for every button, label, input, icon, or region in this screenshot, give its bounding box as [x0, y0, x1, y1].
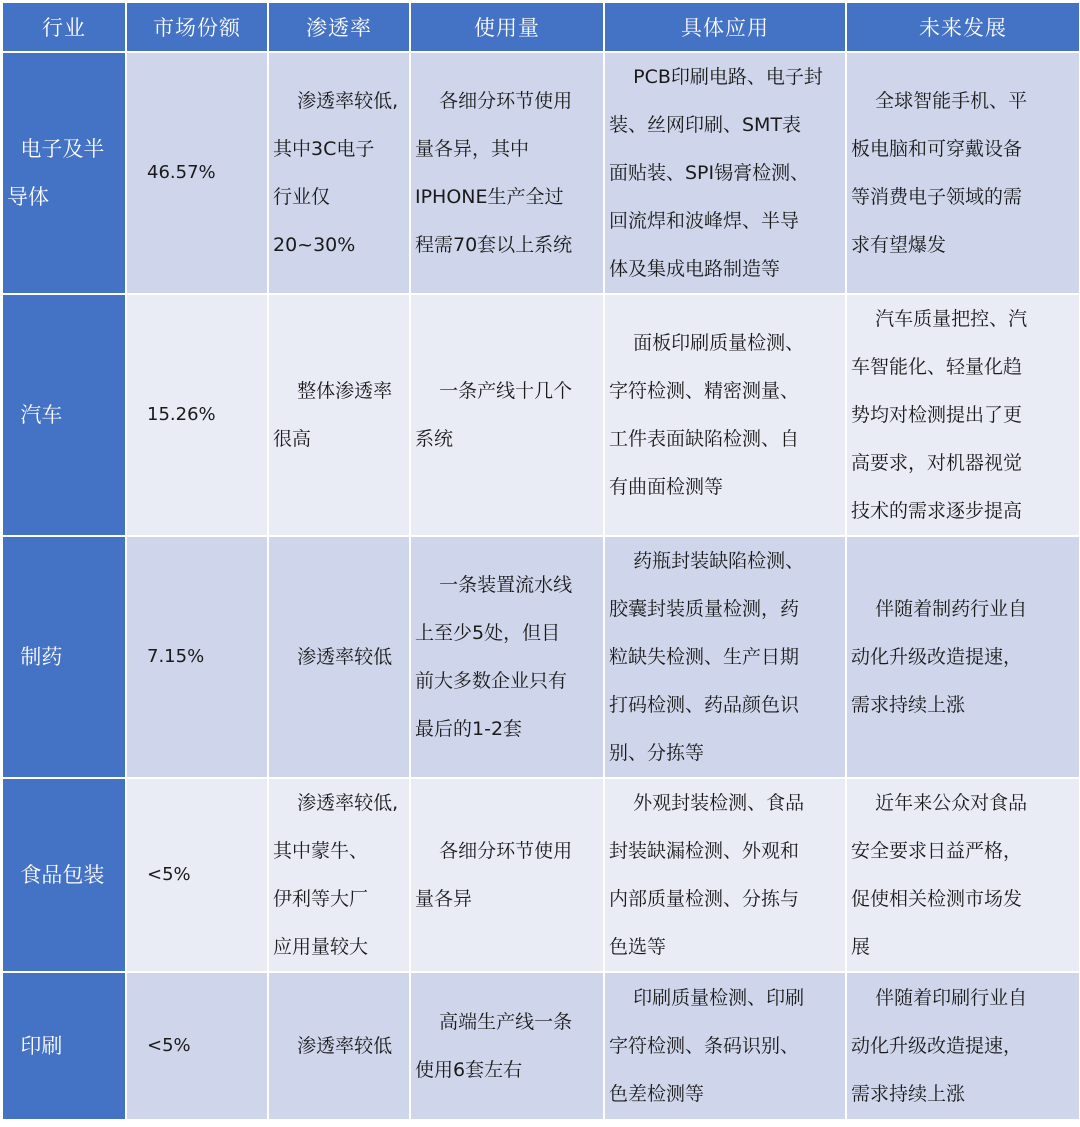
future-cell: 伴随着印刷行业自 动化升级改造提速， 需求持续上涨: [847, 973, 1079, 1119]
future-cell: 伴随着制药行业自 动化升级改造提速， 需求持续上涨: [847, 537, 1079, 777]
header-industry: 行业: [3, 3, 125, 51]
header-future: 未来发展: [847, 3, 1079, 51]
header-penetration: 渗透率: [269, 3, 409, 51]
header-market-share: 市场份额: [127, 3, 267, 51]
penetration-cell: 渗透率较低, 其中3C电子 行业仅 20~30%: [269, 53, 409, 293]
industry-cell: 电子及半 导体: [3, 53, 125, 293]
applications-cell: 外观封装检测、食品 封装缺漏检测、外观和 内部质量检测、分拣与 色选等: [605, 779, 845, 971]
industry-cell: 印刷: [3, 973, 125, 1119]
usage-cell: 各细分环节使用 量各异，其中 IPHONE生产全过 程需70套以上系统: [411, 53, 603, 293]
header-applications: 具体应用: [605, 3, 845, 51]
market-share-cell: 46.57%: [127, 53, 267, 293]
market-share-cell: <5%: [127, 973, 267, 1119]
penetration-cell: 渗透率较低: [269, 537, 409, 777]
penetration-cell: 渗透率较低, 其中蒙牛、 伊利等大厂 应用量较大: [269, 779, 409, 971]
industry-cell: 食品包装: [3, 779, 125, 971]
usage-cell: 各细分环节使用 量各异: [411, 779, 603, 971]
future-cell: 汽车质量把控、汽 车智能化、轻量化趋 势均对检测提出了更 高要求，对机器视觉 技术的需求逐步提高: [847, 295, 1079, 535]
table-row: [3, 53, 1079, 293]
header-usage: 使用量: [411, 3, 603, 51]
applications-cell: 面板印刷质量检测、 字符检测、精密测量、 工件表面缺陷检测、自 有曲面检测等: [605, 295, 845, 535]
applications-cell: PCB印刷电路、电子封 装、丝网印刷、SMT表 面贴装、SPI锡膏检测、 回流焊和波峰焊、半导 体及集成电路制造等: [605, 53, 845, 293]
table-row: [3, 779, 1079, 971]
table-row: [3, 295, 1079, 535]
market-share-cell: 7.15%: [127, 537, 267, 777]
penetration-cell: 渗透率较低: [269, 973, 409, 1119]
industry-cell: 汽车: [3, 295, 125, 535]
applications-cell: 药瓶封装缺陷检测、 胶囊封装质量检测，药 粒缺失检测、生产日期 打码检测、药品颜色识 别、分拣等: [605, 537, 845, 777]
future-cell: 全球智能手机、平 板电脑和可穿戴设备 等消费电子领域的需 求有望爆发: [847, 53, 1079, 293]
usage-cell: 高端生产线一条 使用6套左右: [411, 973, 603, 1119]
market-share-cell: 15.26%: [127, 295, 267, 535]
penetration-cell: 整体渗透率 很高: [269, 295, 409, 535]
usage-cell: 一条产线十几个 系统: [411, 295, 603, 535]
table-row: [3, 973, 1079, 1119]
future-cell: 近年来公众对食品 安全要求日益严格， 促使相关检测市场发 展: [847, 779, 1079, 971]
industry-table: [1, 1, 1080, 1121]
header-row: [3, 3, 1079, 51]
table-row: [3, 537, 1079, 777]
industry-cell: 制药: [3, 537, 125, 777]
applications-cell: 印刷质量检测、印刷 字符检测、条码识别、 色差检测等: [605, 973, 845, 1119]
market-share-cell: <5%: [127, 779, 267, 971]
usage-cell: 一条装置流水线 上至少5处，但目 前大多数企业只有 最后的1-2套: [411, 537, 603, 777]
